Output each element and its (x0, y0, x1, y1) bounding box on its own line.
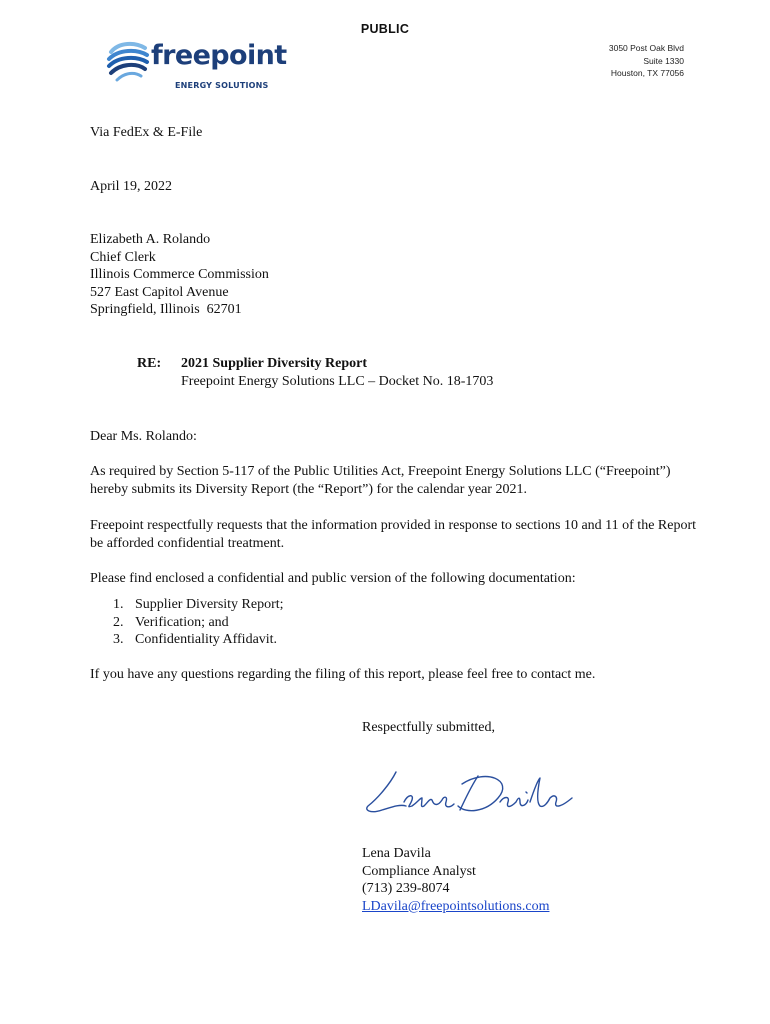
signer-email-link[interactable]: LDavila@freepointsolutions.com (362, 898, 550, 914)
recipient-block (90, 231, 269, 319)
body-paragraph: Please find enclosed a confidential and public version of the following documentation: (90, 571, 576, 586)
list-item (90, 631, 284, 649)
sender-address (609, 42, 684, 80)
re-subject: 2021 Supplier Diversity Report (181, 356, 368, 371)
list-text: Supplier Diversity Report; (135, 597, 284, 612)
body-paragraph: Freepoint respectfully requests that the information provided in response to sections 10 and 11 of the Report be afforded confidential treatment. (90, 518, 697, 551)
swirl-logo-icon (105, 38, 151, 84)
list-text: Confidentiality Affidavit. (135, 632, 278, 647)
logo-wordmark: freepoint (151, 40, 287, 71)
body-paragraph: If you have any questions regarding the filing of this report, please feel free to contact me. (90, 667, 596, 682)
list-number: 1. (113, 597, 124, 612)
re-label: RE: (137, 356, 162, 371)
recipient-line: 527 East Capitol Avenue (90, 284, 229, 300)
salutation: Dear Ms. Rolando: (90, 429, 197, 444)
recipient-line: Elizabeth A. Rolando (90, 232, 211, 247)
address-line: Suite 1330 (643, 55, 684, 66)
address-line: Houston, TX 77056 (610, 68, 684, 78)
list-item (90, 596, 284, 614)
list-item (90, 614, 284, 632)
company-logo (105, 36, 305, 92)
list-number: 3. (113, 632, 124, 647)
re-block (181, 355, 493, 390)
handwritten-signature (360, 762, 580, 824)
delivery-method: Via FedEx & E-File (90, 125, 203, 140)
address-line: 3050 Post Oak Blvd (608, 43, 684, 53)
re-detail: Freepoint Energy Solutions LLC – Docket No. 18-1703 (181, 373, 494, 389)
signer-name: Lena Davila (362, 846, 431, 861)
recipient-line: Chief Clerk (90, 249, 156, 265)
list-text: Verification; and (135, 614, 229, 630)
recipient-line: Springfield, Illinois 62701 (90, 302, 242, 317)
document-classification: PUBLIC (360, 22, 410, 36)
signer-block (362, 845, 549, 915)
letter-date: April 19, 2022 (90, 179, 173, 194)
signer-title: Compliance Analyst (362, 863, 476, 879)
body-paragraph: As required by Section 5-117 of the Public Utilities Act, Freepoint Energy Solutions LLC (“Freepoint”) hereby submits its Diversity Report (the “Report”) for the calendar year 2021. (90, 464, 671, 497)
logo-tagline: ENERGY SOLUTIONS (175, 81, 269, 90)
enclosure-list (90, 596, 284, 649)
signer-phone: (713) 239-8074 (362, 881, 450, 896)
list-number: 2. (113, 614, 124, 630)
closing: Respectfully submitted, (362, 720, 495, 735)
recipient-line: Illinois Commerce Commission (90, 267, 269, 282)
